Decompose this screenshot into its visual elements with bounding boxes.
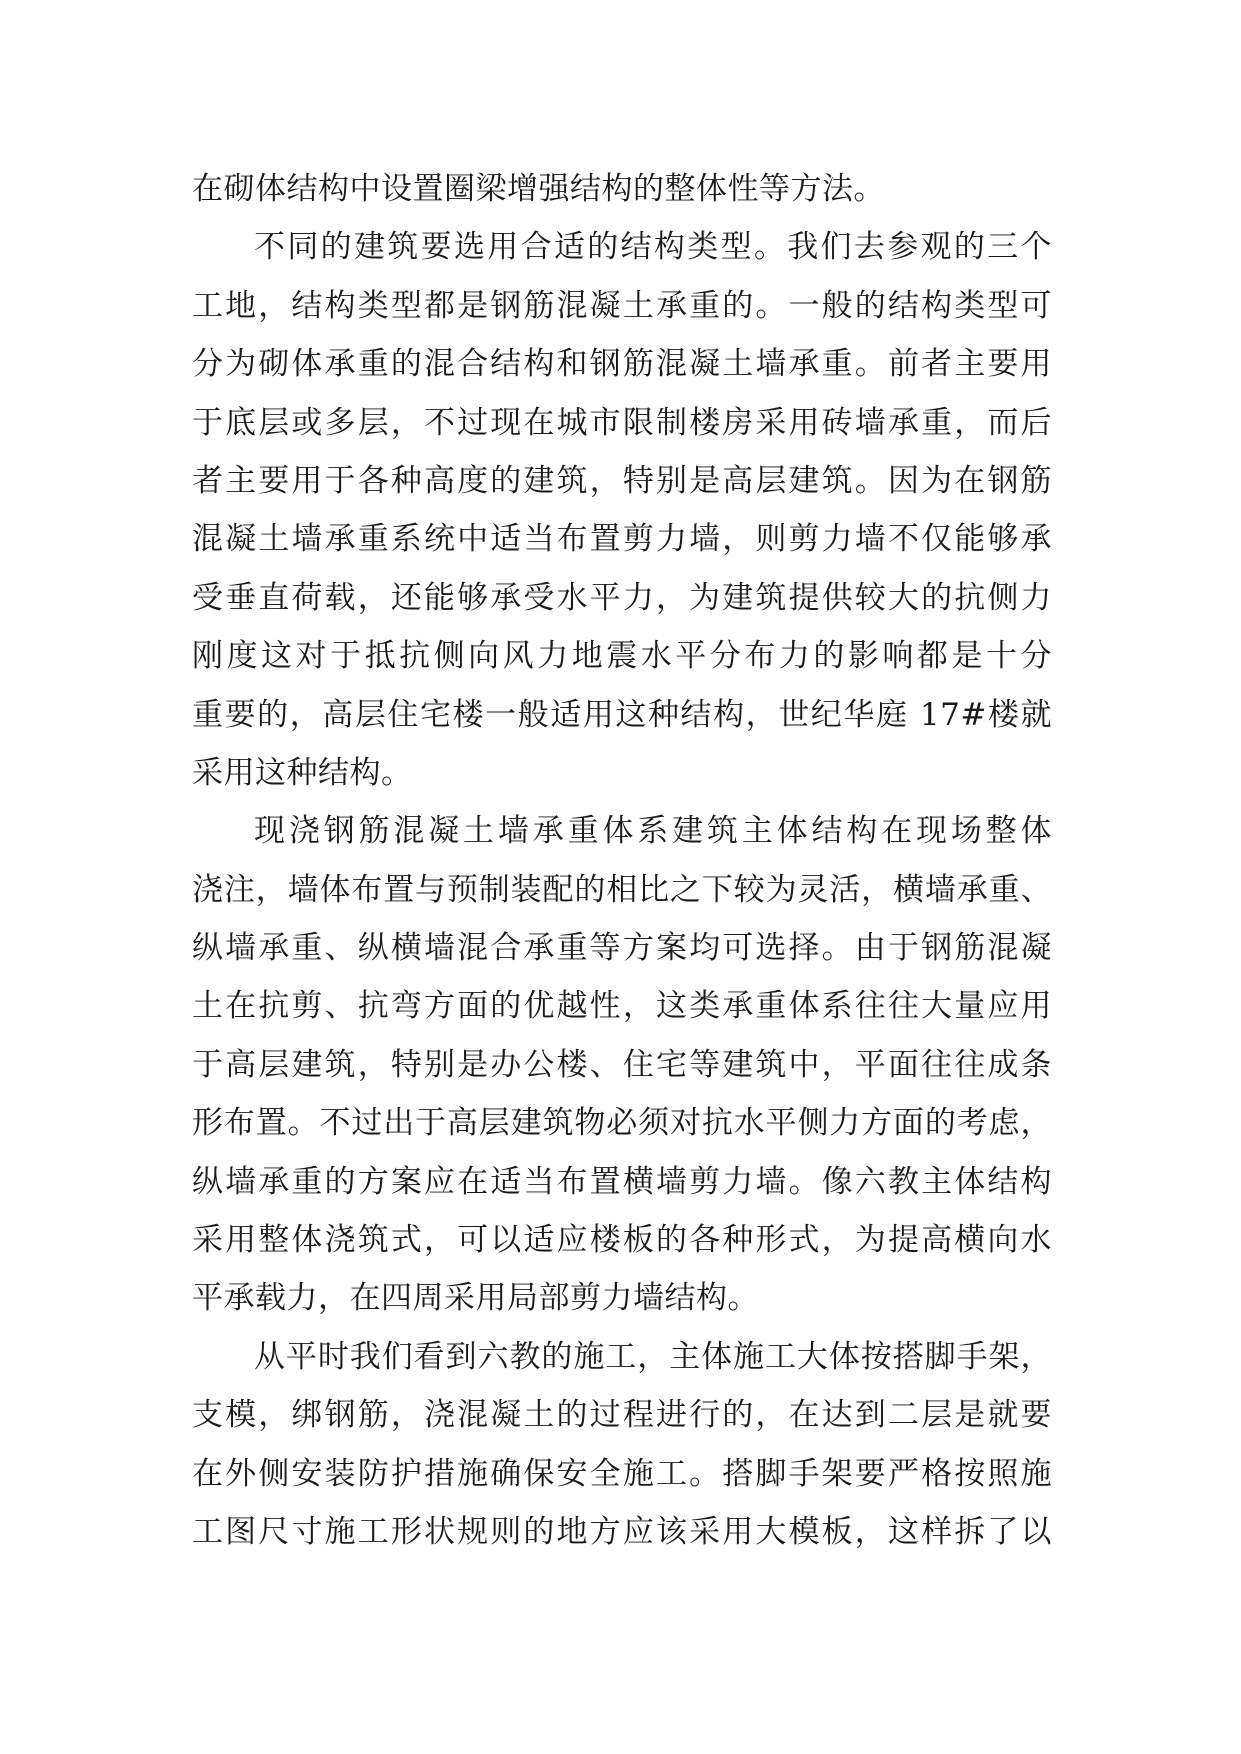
text-line: 采用整体浇筑式，可以适应楼板的各种形式，为提高横向水 [192, 1222, 1052, 1259]
text-line: 在外侧安装防护措施确保安全施工。搭脚手架要严格按照施 [192, 1455, 1052, 1492]
text-line: 现浇钢筋混凝土墙承重体系建筑主体结构在现场整体 [254, 813, 1052, 850]
text-line: 刚度这对于抵抗侧向风力地震水平分布力的影响都是十分 [192, 638, 1052, 675]
text-line: 工图尺寸施工形状规则的地方应该采用大模板，这样拆了以 [192, 1513, 1052, 1550]
text-line: 在砌体结构中设置圈梁增强结构的整体性等方法。 [192, 171, 885, 207]
text-line: 从平时我们看到六教的施工，主体施工大体按搭脚手架， [254, 1338, 1052, 1375]
text-line: 者主要用于各种高度的建筑，特别是高层建筑。因为在钢筋 [192, 462, 1052, 499]
text-line: 平承载力，在四周采用局部剪力墙结构。 [192, 1280, 759, 1317]
text-line: 浇注，墙体布置与预制装配的相比之下较为灵活，横墙承重、 [192, 871, 1052, 908]
text-line: 混凝土墙承重系统中适当布置剪力墙，则剪力墙不仅能够承 [192, 521, 1052, 558]
text-line: 受垂直荷载，还能够承受水平力，为建筑提供较大的抗侧力 [192, 579, 1052, 616]
text-line: 土在抗剪、抗弯方面的优越性，这类承重体系往往大量应用 [192, 988, 1052, 1025]
text-line: 分为砌体承重的混合结构和钢筋混凝土墙承重。前者主要用 [192, 346, 1052, 383]
text-line: 不同的建筑要选用合适的结构类型。我们去参观的三个 [254, 229, 1052, 266]
text-line: 工地，结构类型都是钢筋混凝土承重的。一般的结构类型可 [192, 287, 1052, 324]
text-line: 纵墙承重、纵横墙混合承重等方案均可选择。由于钢筋混凝 [192, 930, 1052, 967]
text-line: 形布置。不过出于高层建筑物必须对抗水平侧力方面的考虑， [192, 1105, 1052, 1142]
text-line: 重要的，高层住宅楼一般适用这种结构，世纪华庭 17#楼就 [192, 696, 1052, 733]
text-line: 支模，绑钢筋，浇混凝土的过程进行的，在达到二层是就要 [192, 1397, 1052, 1434]
text-line: 纵墙承重的方案应在适当布置横墙剪力墙。像六教主体结构 [192, 1163, 1052, 1200]
text-line: 于底层或多层，不过现在城市限制楼房采用砖墙承重，而后 [192, 404, 1052, 441]
text-line: 采用这种结构。 [192, 754, 413, 791]
body-text [192, 160, 1052, 1561]
text-line: 于高层建筑，特别是办公楼、住宅等建筑中，平面往往成条 [192, 1046, 1052, 1083]
